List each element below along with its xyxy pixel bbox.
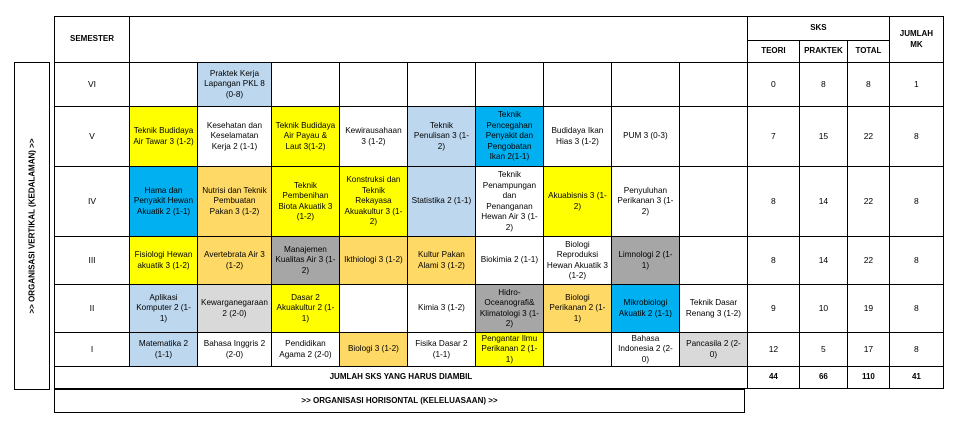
empty-course-cell <box>543 333 611 367</box>
course-cell: Pendidikan Agama 2 (2-0) <box>271 333 339 367</box>
total-cell: 22 <box>847 107 889 167</box>
empty-course-cell <box>543 63 611 107</box>
praktek-cell: 14 <box>799 167 847 237</box>
footer-total: 110 <box>847 367 889 389</box>
course-cell: Pengantar Ilmu Perikanan 2 (1-1) <box>475 333 543 367</box>
semester-row <box>55 167 944 237</box>
empty-course-cell <box>679 167 747 237</box>
course-cell: Fisiologi Hewan akuatik 3 (1-2) <box>130 237 198 285</box>
empty-course-cell <box>339 63 407 107</box>
course-cell: Biologi Reproduksi Hewan Akuatik 3 (1-2) <box>543 237 611 285</box>
course-cell: Kewirausahaan 3 (1-2) <box>339 107 407 167</box>
praktek-cell: 15 <box>799 107 847 167</box>
footer-praktek: 66 <box>799 367 847 389</box>
semester-cell: II <box>55 285 130 333</box>
semester-row <box>55 333 944 367</box>
course-cell: Limnologi 2 (1-1) <box>611 237 679 285</box>
empty-course-cell <box>679 63 747 107</box>
course-cell: Fisika Dasar 2 (1-1) <box>407 333 475 367</box>
teori-cell: 0 <box>747 63 799 107</box>
course-cell: Manajemen Kualitas Air 3 (1-2) <box>271 237 339 285</box>
jumlah-mk-cell: 8 <box>889 285 943 333</box>
curriculum-table <box>54 16 944 389</box>
semester-row <box>55 285 944 333</box>
praktek-cell: 5 <box>799 333 847 367</box>
semester-row <box>55 63 944 107</box>
semester-row <box>55 107 944 167</box>
teori-header: TEORI <box>747 41 799 63</box>
jumlah-mk-cell: 8 <box>889 167 943 237</box>
course-cell: Kimia 3 (1-2) <box>407 285 475 333</box>
footer-jumlah-mk: 41 <box>889 367 943 389</box>
jumlah-mk-cell: 8 <box>889 237 943 285</box>
semester-cell: VI <box>55 63 130 107</box>
sks-header: SKS <box>747 17 889 41</box>
course-cell: Matematika 2 (1-1) <box>130 333 198 367</box>
course-cell: Teknik Dasar Renang 3 (1-2) <box>679 285 747 333</box>
course-cell: Teknik Penampungan dan Penanganan Hewan Air 3 (1-2) <box>475 167 543 237</box>
praktek-cell: 10 <box>799 285 847 333</box>
empty-course-cell <box>475 63 543 107</box>
total-cell: 22 <box>847 167 889 237</box>
course-cell: Biologi Perikanan 2 (1-1) <box>543 285 611 333</box>
praktek-cell: 8 <box>799 63 847 107</box>
course-cell: Biologi 3 (1-2) <box>339 333 407 367</box>
empty-course-cell <box>271 63 339 107</box>
jumlah-mk-cell: 8 <box>889 333 943 367</box>
semester-cell: IV <box>55 167 130 237</box>
semester-row <box>55 237 944 285</box>
course-cell: Mikrobiologi Akuatik 2 (1-1) <box>611 285 679 333</box>
course-cell: Nutrisi dan Teknik Pembuatan Pakan 3 (1-2) <box>198 167 272 237</box>
vertical-organization-label-box <box>14 62 50 390</box>
course-cell: Bahasa Indonesia 2 (2-0) <box>611 333 679 367</box>
total-cell: 19 <box>847 285 889 333</box>
course-cell: Praktek Kerja Lapangan PKL 8 (0-8) <box>198 63 272 107</box>
empty-course-cell <box>130 63 198 107</box>
course-cell: Teknik Pembenihan Biota Akuatik 3 (1-2) <box>271 167 339 237</box>
footer-label: JUMLAH SKS YANG HARUS DIAMBIL <box>55 367 748 389</box>
semester-cell: III <box>55 237 130 285</box>
jumlah-mk-cell: 8 <box>889 107 943 167</box>
course-cell: Penyuluhan Perikanan 3 (1-2) <box>611 167 679 237</box>
course-cell: Statistika 2 (1-1) <box>407 167 475 237</box>
horizontal-organization-label: >> ORGANISASI HORISONTAL (KELELUASAAN) >> <box>54 389 745 413</box>
empty-course-cell <box>407 63 475 107</box>
semester-cell: V <box>55 107 130 167</box>
courses-header-blank <box>130 17 748 63</box>
course-cell: Kewarganegaraan 2 (2-0) <box>198 285 272 333</box>
course-cell: Akuabisnis 3 (1-2) <box>543 167 611 237</box>
course-cell: Teknik Budidaya Air Tawar 3 (1-2) <box>130 107 198 167</box>
course-cell: PUM 3 (0-3) <box>611 107 679 167</box>
course-cell: Aplikasi Komputer 2 (1-1) <box>130 285 198 333</box>
teori-cell: 7 <box>747 107 799 167</box>
course-cell: Hidro-Oceanografi& Klimatologi 3 (1-2) <box>475 285 543 333</box>
empty-course-cell <box>611 63 679 107</box>
praktek-cell: 14 <box>799 237 847 285</box>
teori-cell: 8 <box>747 167 799 237</box>
course-cell: Teknik Budidaya Air Payau & Laut 3(1-2) <box>271 107 339 167</box>
total-header: TOTAL <box>847 41 889 63</box>
course-cell: Pancasila 2 (2-0) <box>679 333 747 367</box>
course-cell: Teknik Pencegahan Penyakit dan Pengobatan Ikan 2(1-1) <box>475 107 543 167</box>
jumlah-mk-cell: 1 <box>889 63 943 107</box>
course-cell: Konstruksi dan Teknik Rekayasa Akuakultur 3 (1-2) <box>339 167 407 237</box>
semester-cell: I <box>55 333 130 367</box>
teori-cell: 9 <box>747 285 799 333</box>
empty-course-cell <box>339 285 407 333</box>
total-cell: 8 <box>847 63 889 107</box>
course-cell: Dasar 2 Akuakultur 2 (1-1) <box>271 285 339 333</box>
course-cell: Biokimia 2 (1-1) <box>475 237 543 285</box>
total-cell: 22 <box>847 237 889 285</box>
course-cell: Kesehatan dan Keselamatan Kerja 2 (1-1) <box>198 107 272 167</box>
semester-header: SEMESTER <box>55 17 130 63</box>
course-cell: Kultur Pakan Alami 3 (1-2) <box>407 237 475 285</box>
course-cell: Avertebrata Air 3 (1-2) <box>198 237 272 285</box>
course-cell: Bahasa Inggris 2 (2-0) <box>198 333 272 367</box>
teori-cell: 8 <box>747 237 799 285</box>
course-cell: Teknik Penulisan 3 (1-2) <box>407 107 475 167</box>
course-cell: Hama dan Penyakit Hewan Akuatik 2 (1-1) <box>130 167 198 237</box>
praktek-header: PRAKTEK <box>799 41 847 63</box>
total-cell: 17 <box>847 333 889 367</box>
empty-course-cell <box>679 107 747 167</box>
vertical-organization-label: >> ORGANISASI VERTIKAL (KEDALAMAN) >> <box>27 138 37 314</box>
course-cell: Budidaya Ikan Hias 3 (1-2) <box>543 107 611 167</box>
footer-teori: 44 <box>747 367 799 389</box>
empty-course-cell <box>679 237 747 285</box>
jumlah-mk-header: JUMLAH MK <box>889 17 943 63</box>
teori-cell: 12 <box>747 333 799 367</box>
course-cell: Ikthiologi 3 (1-2) <box>339 237 407 285</box>
